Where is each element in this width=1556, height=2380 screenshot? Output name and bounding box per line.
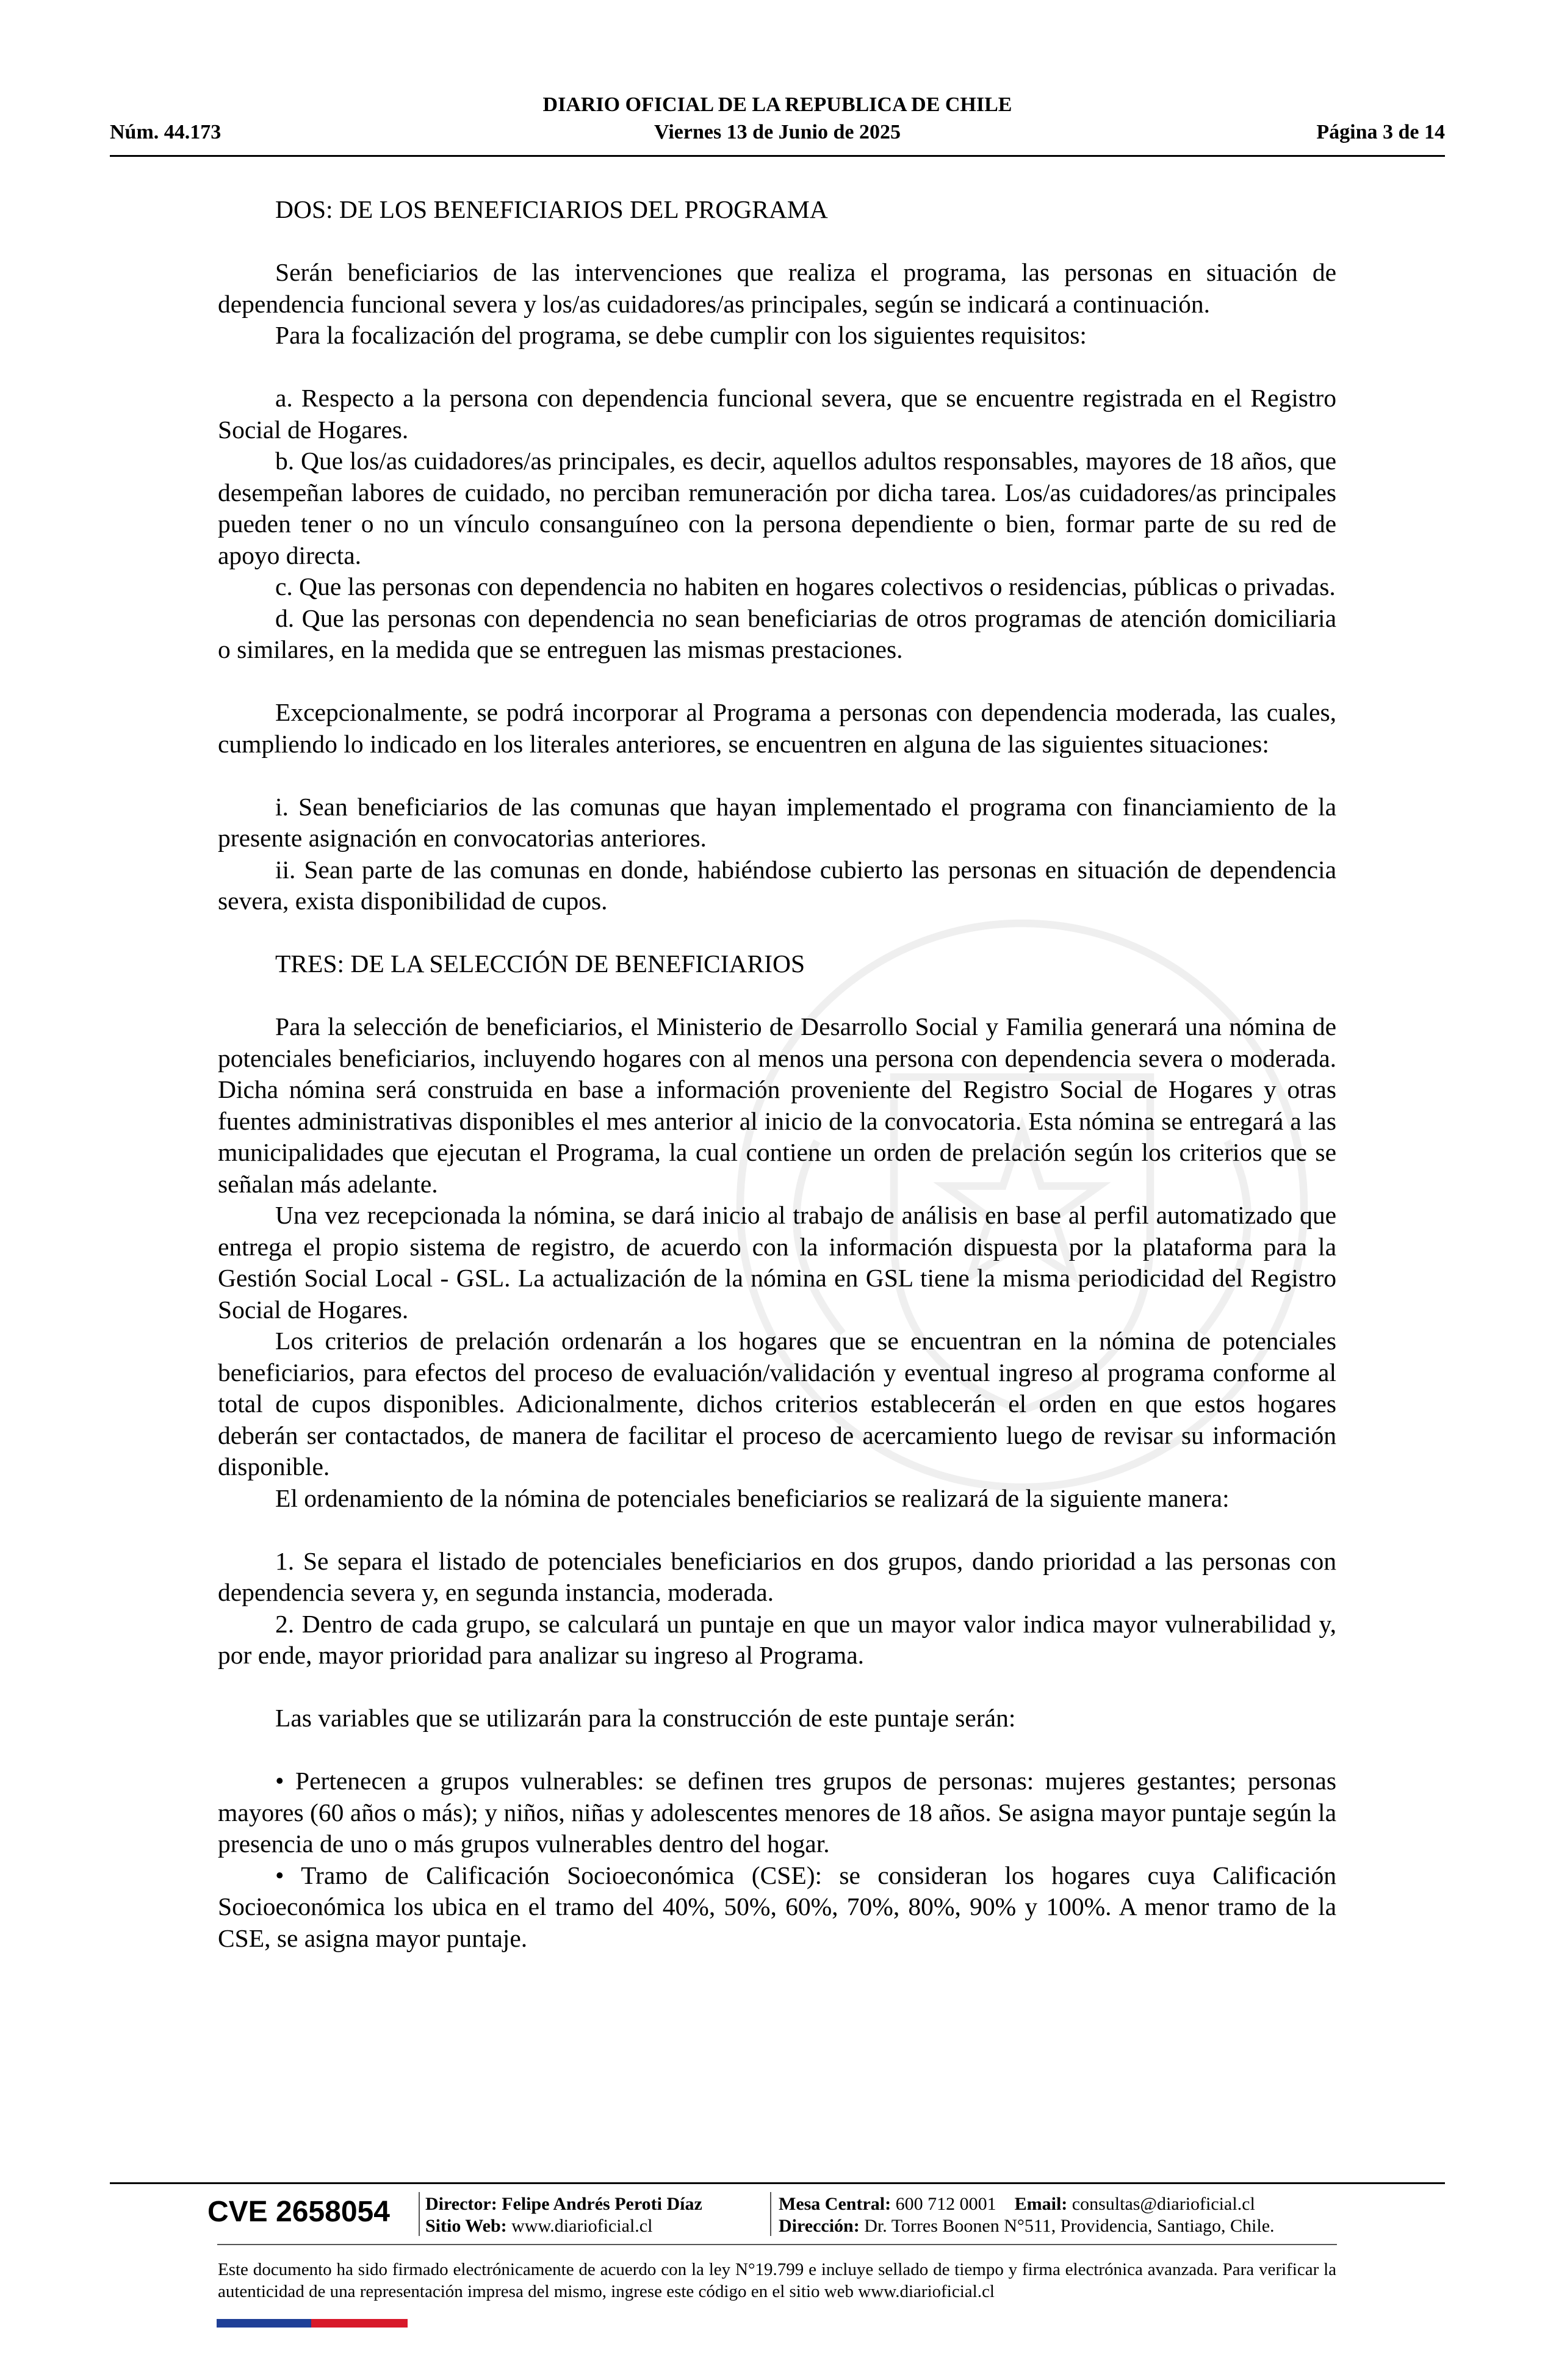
ordering-item: 1. Se separa el listado de potenciales beneficiarios en dos grupos, dando prioridad a las personas con dependencia severa y, en segunda instancia, moderada.: [218, 1546, 1336, 1606]
site-label: Sitio Web:: [425, 2216, 507, 2236]
exception-item: i. Sean beneficiarios de las comunas que hayan implementado el programa con financiamiento de la presente asignación en convocatorias anteriores.: [218, 792, 1336, 852]
section-heading-dos: DOS: DE LOS BENEFICIARIOS DEL PROGRAMA: [275, 195, 828, 223]
page-indicator: Página 3 de 14: [1316, 121, 1445, 143]
ordering-item: 2. Dentro de cada grupo, se calculará un puntaje en que un mayor valor indica mayor vulnerabilidad y, por ende, mayor prioridad para analizar su ingreso al Programa.: [218, 1609, 1336, 1669]
exception-item: ii. Sean parte de las comunas en donde, habiéndose cubierto las personas en situación de dependencia severa, exista disponibilidad de cupos.: [218, 855, 1336, 915]
requirement-item: b. Que los/as cuidadores/as principales, es decir, aquellos adultos responsables, mayores de 18 años, que desempeñan labores de cuidado, no perciban remuneración por dicha tarea. Los/as cuidadores/as principales pueden tener o no un vínculo consanguíneo con la persona dependiente o bien, formar parte de su red de apoyo directa.: [218, 447, 1336, 569]
paragraph: Las variables que se utilizarán para la construcción de este puntaje serán:: [275, 1704, 1016, 1732]
footer-separator: [419, 2192, 420, 2236]
paragraph: Los criterios de prelación ordenarán a los hogares que se encuentran en la nómina de potenciales beneficiarios, para efectos del proceso de evaluación/validación y eventual ingreso al programa conforme al total de cupos disponibles. Adicionalmente, dichos criterios establecerán el orden en que estos hogares deberán ser contactados, de manera de facilitar el proceso de acercamiento luego de revisar su información disponible.: [218, 1327, 1336, 1480]
paragraph: Excepcionalmente, se podrá incorporar al Programa a personas con dependencia moderada, las cuales, cumpliendo lo indicado en los literales anteriores, se encuentren en alguna de las siguientes situaciones:: [218, 698, 1336, 758]
address-label: Dirección:: [779, 2216, 860, 2236]
paragraph: Para la focalización del programa, se debe cumplir con los siguientes requisitos:: [275, 321, 1087, 349]
director-name: Felipe Andrés Peroti Díaz: [502, 2194, 702, 2214]
requirement-item: a. Respecto a la persona con dependencia funcional severa, que se encuentre registrada en el Registro Social de Hogares.: [218, 384, 1336, 444]
requirement-item: c. Que las personas con dependencia no habiten en hogares colectivos o residencias, públicas o privadas.: [275, 572, 1336, 600]
paragraph: Serán beneficiarios de las intervenciones que realiza el programa, las personas en situación de dependencia funcional severa y los/as cuidadores/as principales, según se indicará a continuación.: [218, 258, 1336, 318]
variable-item: • Pertenecen a grupos vulnerables: se definen tres grupos de personas: mujeres gestantes; personas mayores (60 años o más); y niños, niñas y adolescentes menores de 18 años. Se asigna mayor puntaje según la presencia de uno o más grupos vulnerables dentro del hogar.: [218, 1767, 1336, 1858]
paragraph: Una vez recepcionada la nómina, se dará inicio al trabajo de análisis en base al perfil automatizado que entrega el propio sistema de registro, de acuerdo con la información dispuesta por la plataforma para la Gestión Social Local - GSL. La actualización de la nómina en GSL tiene la misma periodicidad del Registro Social de Hogares.: [218, 1201, 1336, 1324]
header-divider: [110, 155, 1445, 157]
footer-contact-block: [779, 2193, 1275, 2237]
footer-divider-inner: [217, 2244, 1337, 2245]
address-value: Dr. Torres Boonen N°511, Providencia, Santiago, Chile.: [864, 2216, 1275, 2236]
document-body: [218, 194, 1336, 1954]
flag-stripe-blue: [217, 2319, 311, 2328]
site-link[interactable]: www.diarioficial.cl: [511, 2216, 653, 2236]
director-label: Director:: [425, 2194, 497, 2214]
paragraph: Para la selección de beneficiarios, el Ministerio de Desarrollo Social y Familia generará una nómina de potenciales beneficiarios, incluyendo hogares con al menos una persona con dependencia severa o moderada. Dicha nómina será construida en base a información proveniente del Registro Social de Hogares y otras fuentes administrativas disponibles el mes anterior al inicio de la convocatoria. Esta nómina se entregará a las municipalidades que ejecutan el Programa, la cual contiene un orden de prelación según los criterios que se señalan más adelante.: [218, 1012, 1336, 1198]
footer-director-block: [425, 2193, 702, 2237]
newspaper-title: DIARIO OFICIAL DE LA REPUBLICA DE CHILE: [542, 93, 1012, 116]
variable-item: • Tramo de Calificación Socioeconómica (CSE): se consideran los hogares cuya Calificación Socioeconómica los ubica en el tramo del 40%, 50%, 60%, 70%, 80%, 90% y 100%. A menor tramo de la CSE, se asigna mayor puntaje.: [218, 1861, 1336, 1952]
paragraph: El ordenamiento de la nómina de potenciales beneficiarios se realizará de la siguiente manera:: [275, 1484, 1230, 1512]
mesa-label: Mesa Central:: [779, 2194, 891, 2214]
email-label: Email:: [1014, 2194, 1068, 2214]
email-link[interactable]: consultas@diarioficial.cl: [1072, 2194, 1255, 2214]
section-heading-tres: TRES: DE LA SELECCIÓN DE BENEFICIARIOS: [275, 950, 805, 978]
cve-code: CVE 2658054: [207, 2196, 390, 2228]
mesa-phone: 600 712 0001: [895, 2194, 996, 2214]
requirement-item: d. Que las personas con dependencia no sean beneficiarias de otros programas de atención domiciliaria o similares, en la medida que se entreguen las mismas prestaciones.: [218, 604, 1336, 663]
footer-separator: [770, 2192, 771, 2236]
footer-divider: [110, 2182, 1445, 2184]
legal-notice: Este documento ha sido firmado electrónicamente de acuerdo con la ley N°19.799 e incluye sellado de tiempo y firma electrónica avanzada. Para verificar la autenticidad de una representación impresa del mismo, ingrese este código en el sitio web www.diarioficial.cl: [218, 2260, 1336, 2301]
issue-number: Núm. 44.173: [110, 121, 222, 143]
issue-date: Viernes 13 de Junio de 2025: [654, 121, 901, 143]
flag-stripe-red: [311, 2319, 408, 2328]
